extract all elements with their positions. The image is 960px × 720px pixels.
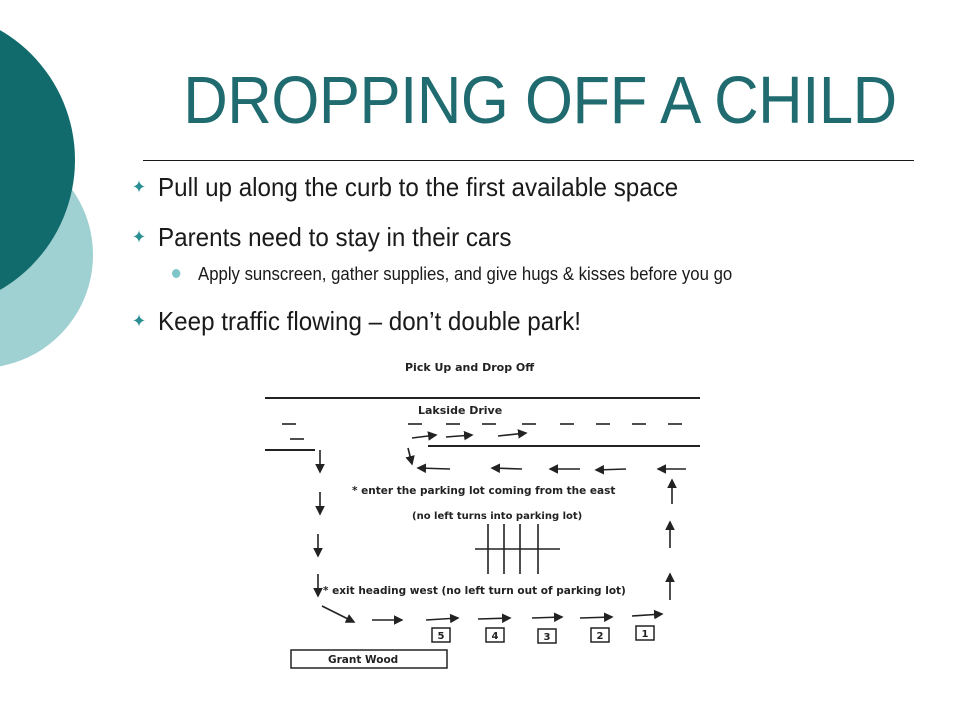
sub-bullet-dot-icon (172, 269, 180, 278)
pickup-dropoff-diagram (260, 352, 705, 674)
center-dashes (282, 424, 682, 439)
bullet-item (132, 306, 581, 337)
parking-grid (475, 524, 560, 574)
title-divider (143, 160, 914, 161)
bullet-text: Pull up along the curb to the first available space (158, 172, 679, 202)
spot-number: 4 (491, 631, 499, 642)
spot-box (432, 628, 450, 642)
bullet-item (132, 222, 512, 253)
bullet-item (132, 172, 678, 203)
diagram-title: Pick Up and Drop Off (405, 361, 535, 374)
spot-box (486, 628, 504, 642)
no-left-in-note: (no left turns into parking lot) (412, 511, 583, 522)
spot-box (591, 628, 609, 642)
slide-title: DROPPING OFF A CHILD (183, 63, 897, 138)
bullet-text: Parents need to stay in their cars (158, 222, 512, 252)
sub-bullet-item (172, 264, 732, 285)
spot-box (636, 626, 654, 640)
drop-off-spots (432, 626, 654, 643)
sub-bullet-text: Apply sunscreen, gather supplies, and give hugs & kisses before you go (198, 264, 733, 284)
bottom-street-label: Grant Wood (328, 654, 399, 666)
spot-number: 1 (641, 629, 649, 640)
spot-number: 3 (543, 632, 551, 643)
spot-number: 2 (596, 631, 604, 642)
enter-note: * enter the parking lot coming from the east (352, 485, 616, 497)
exit-note: * exit heading west (no left turn out of parking lot) (323, 585, 626, 597)
bullet-marker-icon: ✦ (132, 311, 147, 331)
bullet-marker-icon: ✦ (132, 227, 147, 247)
street-name-label: Lakside Drive (418, 404, 503, 417)
spot-number: 5 (437, 631, 445, 642)
bullet-text: Keep traffic flowing – don’t double park! (158, 306, 582, 336)
bullet-marker-icon: ✦ (132, 177, 147, 197)
spot-box (538, 629, 556, 643)
grant-wood-box (291, 650, 447, 668)
